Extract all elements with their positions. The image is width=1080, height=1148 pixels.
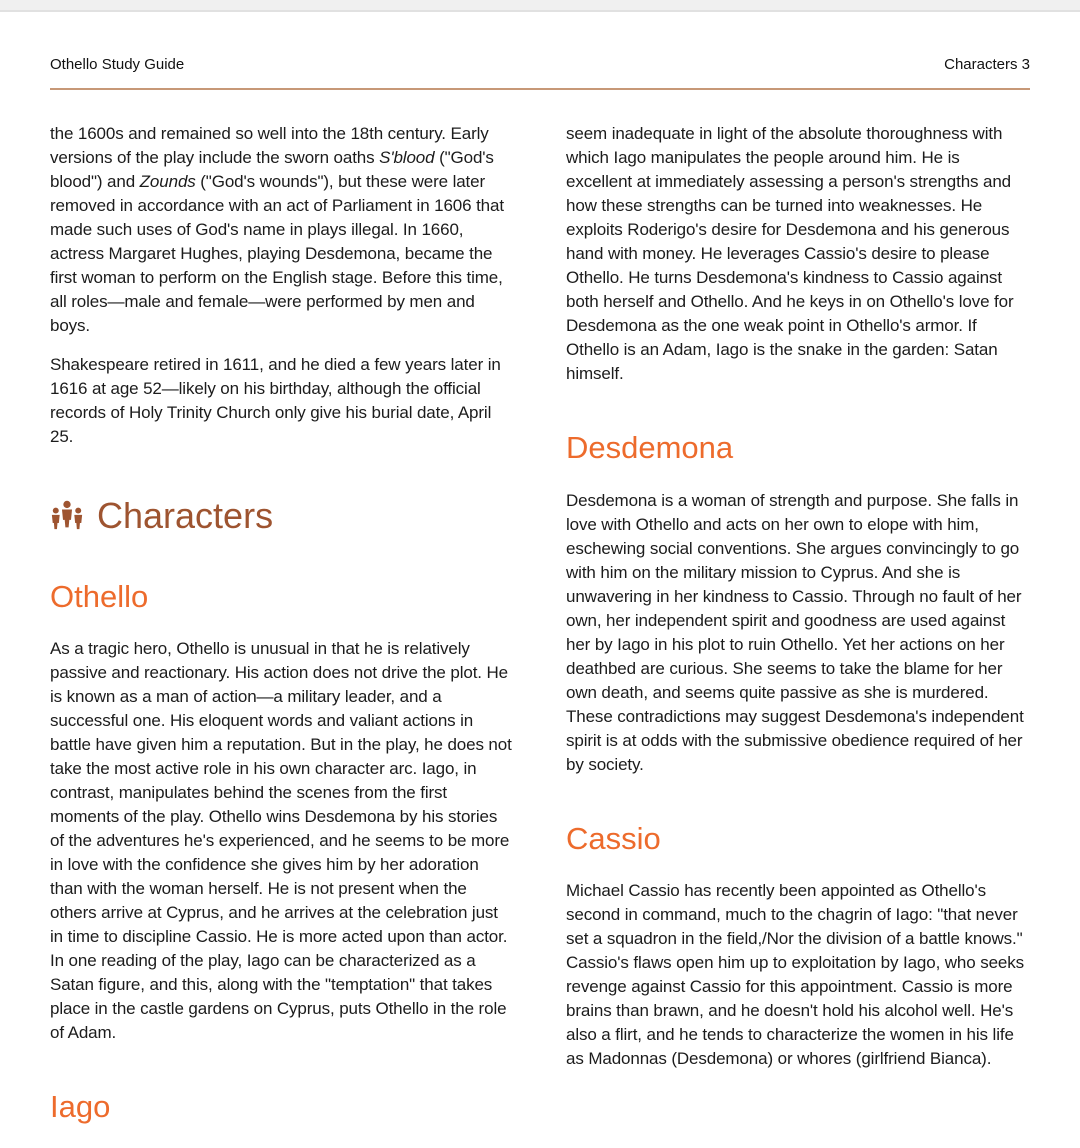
document-page (0, 56, 1080, 1148)
people-group-icon (50, 500, 84, 531)
paragraph (566, 489, 1030, 777)
section-heading-label: Characters (97, 495, 274, 536)
italic-text: S'blood (379, 148, 435, 167)
paragraph (50, 122, 514, 338)
body-text: ("God's blood") and (50, 148, 494, 191)
paragraph (566, 879, 1030, 1071)
text-columns (50, 122, 1030, 1148)
character-heading: Othello (50, 578, 149, 614)
paragraph (50, 353, 514, 449)
body-text: ("God's wounds"), but these were later removed in accordance with an act of Parliament in 1606 that made such uses of God's name in plays illegal. In 1660, actress Margaret Hughes, playing Desdemona, became the first woman to perform on the English stage. Before this time, all roles—male and female—were performed by men and boys. (50, 172, 504, 335)
body-text: As a tragic hero, Othello is unusual in that he is relatively passive and reactionary. His action does not drive the plot. He is known as a man of action—a military leader, and a successful one. His eloquent words and valiant actions in battle have given him a reputation. But in the play, he does not take the most active role in his own character arc. Iago, in contrast, manipulates behind the scenes from the first moments of the play. Othello wins Desdemona by his stories of the adventures he's experienced, and he seems to be more in love with the confidence she gives him by her adoration than with the woman herself. He is not present when the others arrive at Cyprus, and he arrives at the celebration just in time to discipline Cassio. He is more acted upon than actor. In one reading of the play, Iago can be characterized as a Satan figure, and this, along with the "temptation" that takes place in the castle gardens on Cyprus, puts Othello in the role of Adam. (50, 639, 512, 1043)
viewer-top-bar (0, 0, 1080, 12)
page-number-label: Characters 3 (944, 56, 1030, 73)
column-right (566, 122, 1030, 1148)
paragraph (566, 122, 1030, 386)
section-heading (50, 497, 514, 535)
body-text: Shakespeare retired in 1611, and he died a few years later in 1616 at age 52—likely on his birthday, although the official records of Holy Trinity Church only give his burial date, April 25. (50, 355, 501, 446)
character-heading: Iago (50, 1089, 111, 1125)
document-title: Othello Study Guide (50, 56, 185, 73)
page-header (50, 56, 1030, 73)
italic-text: Zounds (139, 172, 196, 191)
body-text: seem inadequate in light of the absolute thoroughness with which Iago manipulates the people around him. He is excellent at immediately assessing a person's strengths and how these strengths can be turned into weaknesses. He exploits Roderigo's desire for Desdemona and his generous hand with money. He leverages Cassio's desire to please Othello. He turns Desdemona's kindness to Cassio against both herself and Othello. And he keys in on Othello's love for Desdemona as the one weak point in Othello's armor. If Othello is an Adam, Iago is the snake in the garden: Satan himself. (566, 124, 1014, 383)
header-rule (50, 88, 1030, 90)
body-text: the 1600s and remained so well into the 18th century. Early versions of the play include the sworn oaths (50, 124, 489, 167)
body-text: Michael Cassio has recently been appointed as Othello's second in command, much to the chagrin of Iago: "that never set a squadron in the field,/Nor the division of a battle knows." Cassio's flaws open him up to exploitation by Iago, who seeks revenge against Cassio for this appointment. Cassio is more brains than brawn, and he doesn't hold his alcohol well. He's also a flirt, and he tends to characterize the women in his life as Madonnas (Desdemona) or whores (girlfriend Bianca). (566, 881, 1025, 1069)
paragraph (50, 637, 514, 1045)
body-text: Desdemona is a woman of strength and purpose. She falls in love with Othello and acts on her own to elope with him, eschewing social conventions. She argues convincingly to go with him on the military mission to Cyprus. And she is unwavering in her kindness to Cassio. Through no fault of her own, her independent spirit and goodness are used against her by Iago in his plot to ruin Othello. Yet her actions on her deathbed are curious. She seems to take the blame for her own death, and seems quite passive as she is murdered. These contradictions may suggest Desdemona's independent spirit is at odds with the submissive obedience required of her by society. (566, 490, 1024, 774)
character-heading: Desdemona (566, 430, 734, 465)
character-heading: Cassio (566, 820, 661, 856)
column-left (50, 122, 514, 1148)
